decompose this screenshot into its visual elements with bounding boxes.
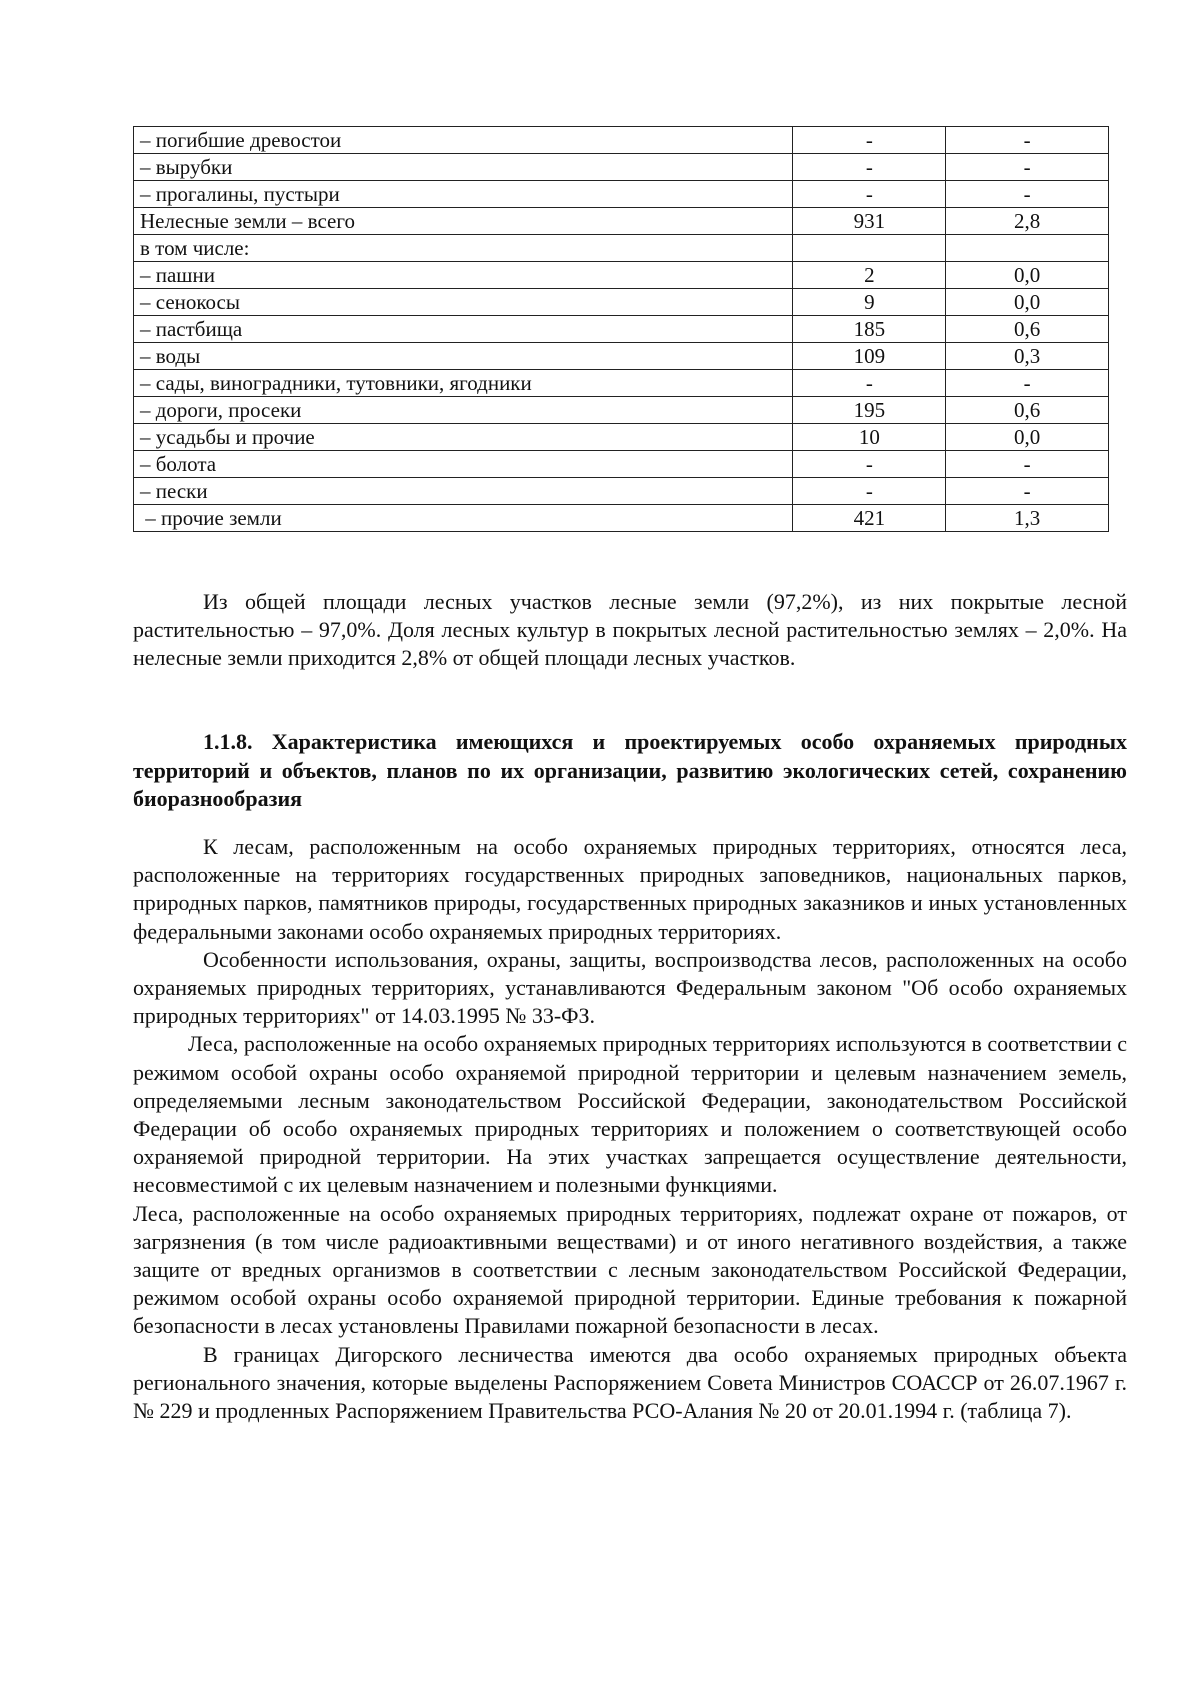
summary-paragraph-block	[133, 588, 1127, 673]
row-name-cell: – пашни	[134, 262, 793, 289]
row-name-cell: – прогалины, пустыри	[134, 181, 793, 208]
row-name-cell: – усадьбы и прочие	[134, 424, 793, 451]
row-percent-cell	[946, 235, 1109, 262]
row-area-cell: 185	[793, 316, 946, 343]
row-name-cell: в том числе:	[134, 235, 793, 262]
summary-paragraph: Из общей площади лесных участков лесные земли (97,2%), из них покрытые лесной растительностью – 97,0%. Доля лесных культур в покрытых лесной растительностью землях – 2,0%. На нелесные земли приходится 2,8% от общей площади лесных участков.	[133, 589, 1127, 671]
body-paragraph: Особенности использования, охраны, защиты, воспроизводства лесов, расположенных на особо охраняемых природных территориях, устанавливаются Федеральным законом "Об особо охраняемых природных территориях" от 14.03.1995 № 33-ФЗ.	[133, 946, 1127, 1029]
row-area-cell: 109	[793, 343, 946, 370]
table-row	[134, 262, 1109, 289]
table-row	[134, 343, 1109, 370]
row-area-cell	[793, 235, 946, 262]
row-area-cell: 931	[793, 208, 946, 235]
table-row	[134, 181, 1109, 208]
row-name-cell: – дороги, просеки	[134, 397, 793, 424]
table-row	[134, 397, 1109, 424]
row-percent-cell: -	[946, 127, 1109, 154]
row-area-cell: -	[793, 478, 946, 505]
table-row	[134, 235, 1109, 262]
row-name-cell: – прочие земли	[134, 505, 793, 532]
row-percent-cell: 0,6	[946, 316, 1109, 343]
table-row	[134, 505, 1109, 532]
table-row	[134, 127, 1109, 154]
row-name-cell: – болота	[134, 451, 793, 478]
section-body	[133, 833, 1127, 1425]
body-paragraph: К лесам, расположенным на особо охраняемых природных территориях, относятся леса, расположенные на территориях государственных природных заповедников, национальных парков, природных парков, памятников природы, государственных природных заказников и иных установленных федеральными законами особо охраняемых природных территориях.	[133, 834, 1127, 944]
row-percent-cell: -	[946, 181, 1109, 208]
row-area-cell: -	[793, 154, 946, 181]
row-area-cell: -	[793, 370, 946, 397]
row-area-cell: -	[793, 127, 946, 154]
row-percent-cell: 1,3	[946, 505, 1109, 532]
row-percent-cell: 0,0	[946, 262, 1109, 289]
row-percent-cell: 2,8	[946, 208, 1109, 235]
row-area-cell: 421	[793, 505, 946, 532]
row-area-cell: -	[793, 181, 946, 208]
row-name-cell: – пески	[134, 478, 793, 505]
row-name-cell: – сенокосы	[134, 289, 793, 316]
table-row	[134, 424, 1109, 451]
row-percent-cell: 0,0	[946, 289, 1109, 316]
table-row	[134, 154, 1109, 181]
body-paragraph: Леса, расположенные на особо охраняемых природных территориях используются в соответствии с режимом особой охраны особо охраняемой природной территории и целевым назначением земель, определяемыми лесным законодательством Российской Федерации, законодательством Российской Федерации об особо охраняемых природных территориях и положением о соответствующей особо охраняемой природной территории. На этих участках запрещается осуществление деятельности, несовместимой с их целевым назначением и полезными функциями.	[133, 1031, 1127, 1198]
row-name-cell: – пастбища	[134, 316, 793, 343]
table-row	[134, 370, 1109, 397]
row-name-cell: – вырубки	[134, 154, 793, 181]
row-area-cell: 2	[793, 262, 946, 289]
row-area-cell: 195	[793, 397, 946, 424]
body-paragraph: Леса, расположенные на особо охраняемых природных территориях, подлежат охране от пожаров, от загрязнения (в том числе радиоактивными веществами) и от иного негативного воздействия, а также защите от вредных организмов в соответствии с лесным законодательством Российской Федерации, режимом особой охраны особо охраняемой природной территории. Единые требования к пожарной безопасности в лесах установлены Правилами пожарной безопасности в лесах.	[133, 1200, 1127, 1339]
row-name-cell: – воды	[134, 343, 793, 370]
row-percent-cell: 0,0	[946, 424, 1109, 451]
row-area-cell: -	[793, 451, 946, 478]
table-row	[134, 289, 1109, 316]
table-row	[134, 208, 1109, 235]
row-percent-cell: 0,3	[946, 343, 1109, 370]
row-area-cell: 10	[793, 424, 946, 451]
table-row	[134, 451, 1109, 478]
row-percent-cell: 0,6	[946, 397, 1109, 424]
row-percent-cell: -	[946, 154, 1109, 181]
land-category-table	[133, 126, 1109, 532]
row-name-cell: – погибшие древостои	[134, 127, 793, 154]
body-paragraph: В границах Дигорского лесничества имеются два особо охраняемых природных объекта регионального значения, которые выделены Распоряжением Совета Министров СОАССР от 26.07.1967 г. № 229 и продленных Распоряжением Правительства РСО-Алания № 20 от 20.01.1994 г. (таблица 7).	[133, 1341, 1127, 1424]
row-percent-cell: -	[946, 451, 1109, 478]
row-name-cell: Нелесные земли – всего	[134, 208, 793, 235]
table-row	[134, 478, 1109, 505]
section-heading: 1.1.8. Характеристика имеющихся и проектируемых особо охраняемых природных территорий и объектов, планов по их организации, развитию экологических сетей, сохранению биоразнообразия	[133, 729, 1127, 812]
row-area-cell: 9	[793, 289, 946, 316]
row-name-cell: – сады, виноградники, тутовники, ягодники	[134, 370, 793, 397]
table-row	[134, 316, 1109, 343]
row-percent-cell: -	[946, 370, 1109, 397]
table-body	[134, 127, 1109, 532]
row-percent-cell: -	[946, 478, 1109, 505]
